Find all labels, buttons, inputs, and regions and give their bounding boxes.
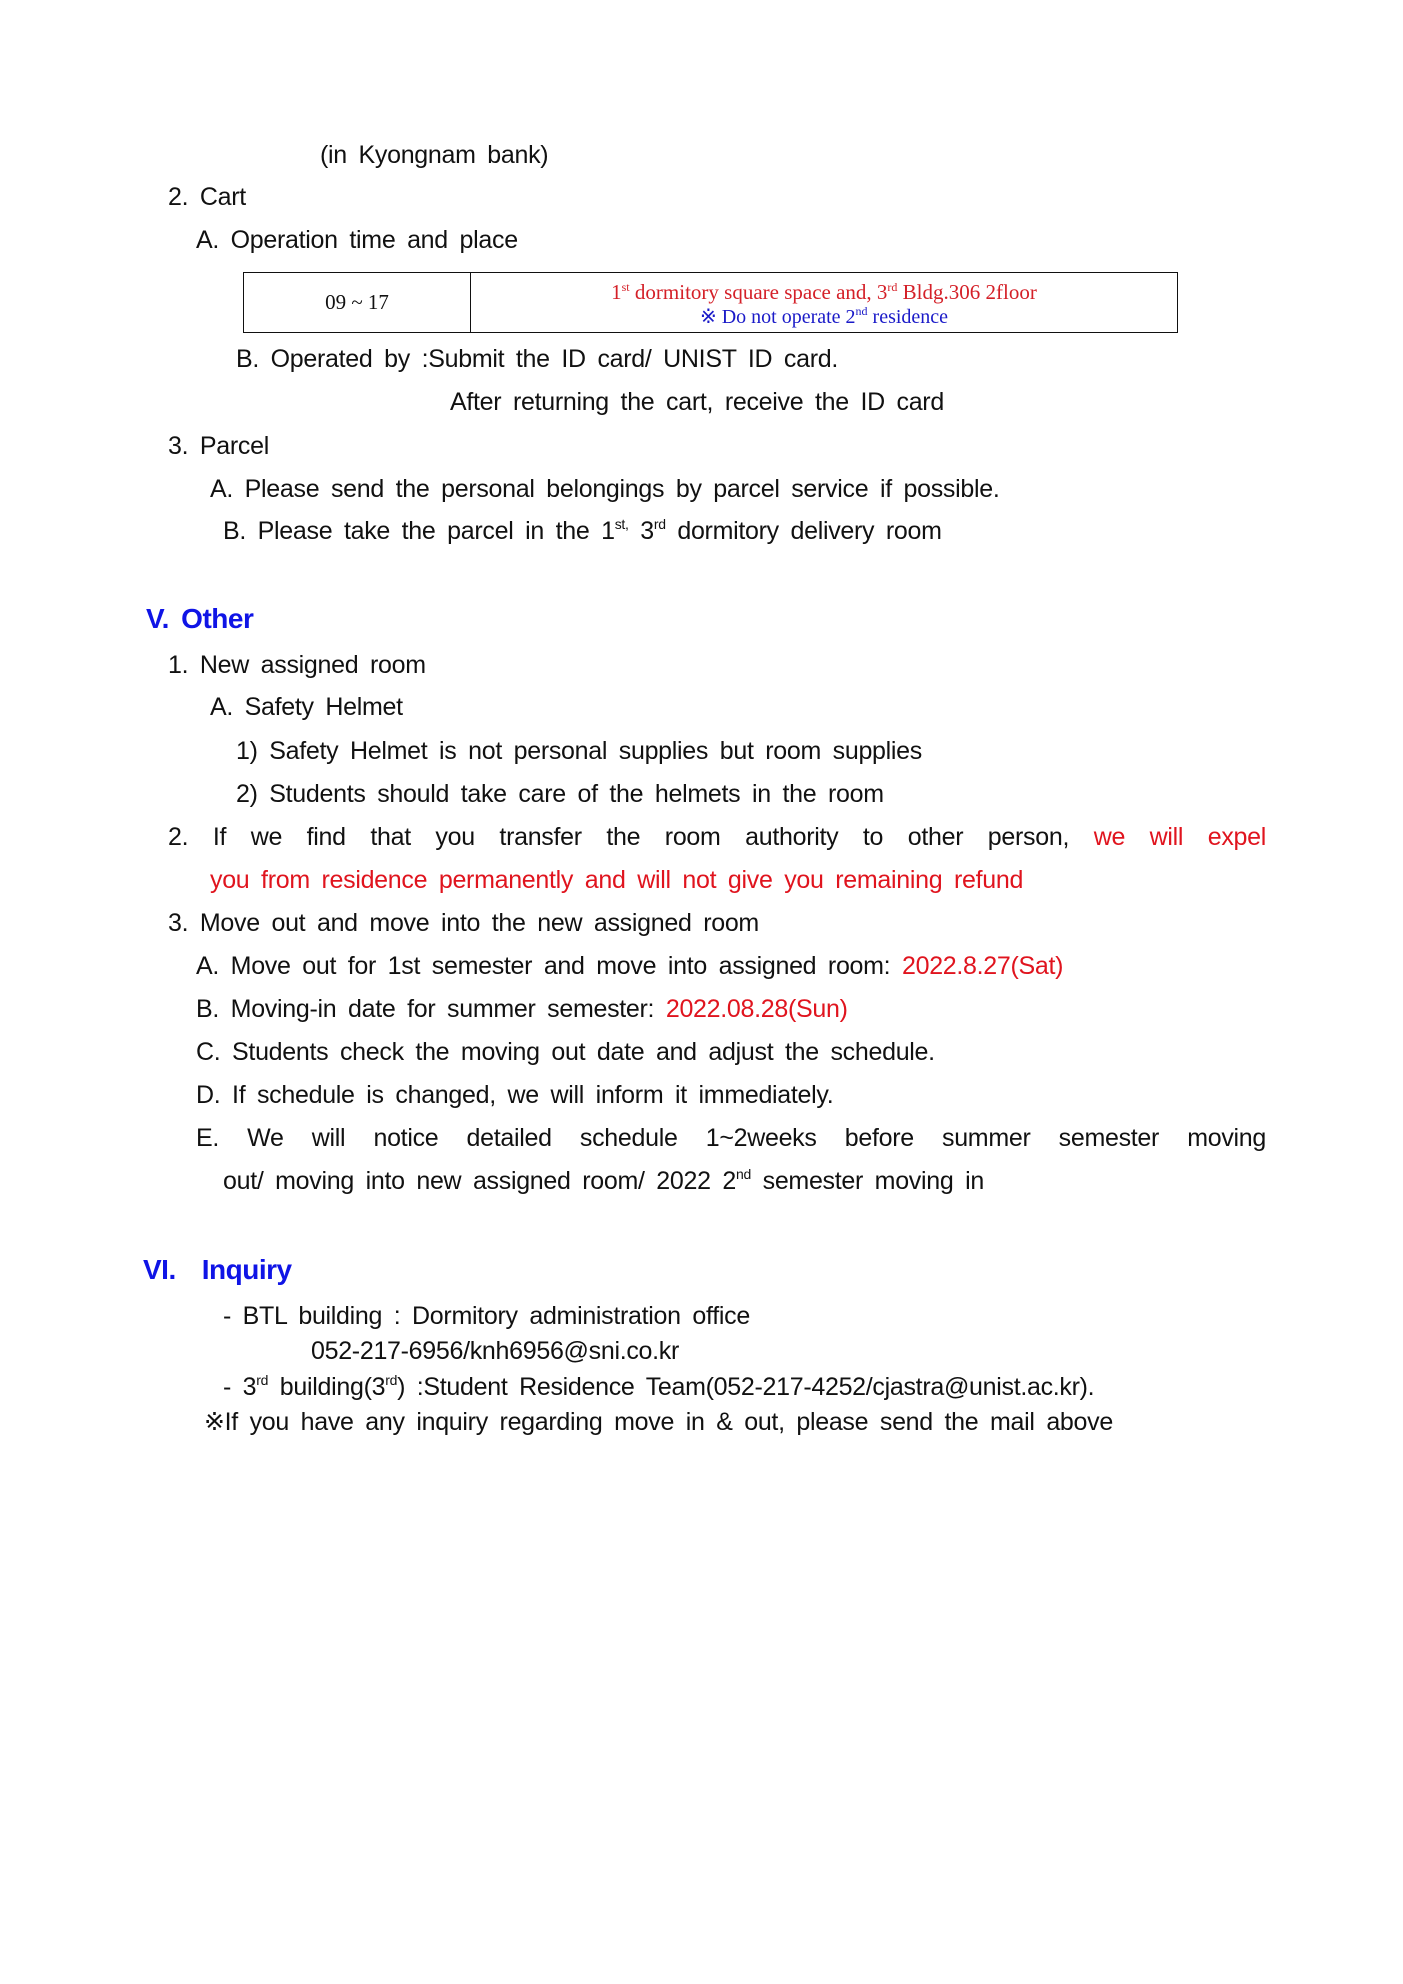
third-sup2: rd xyxy=(385,1372,398,1388)
other-item-3a xyxy=(196,951,1063,981)
place-mid: dormitory square space and, 3 xyxy=(629,279,888,304)
other-item-3d: D. If schedule is changed, we will inform it immediately. xyxy=(196,1081,834,1109)
move-out-date: 2022.8.27(Sat) xyxy=(901,952,1064,980)
inquiry-btl-contact: 052-217-6956/knh6956@sni.co.kr xyxy=(311,1337,680,1365)
item2-warning: we will expel xyxy=(1093,823,1266,851)
note-end: residence xyxy=(867,305,949,328)
parcel-b-pre: B. Please take the parcel in the 1 xyxy=(223,517,615,545)
operation-time: 09 ~ 17 xyxy=(244,273,471,333)
item3e-cont-end: semester moving in xyxy=(750,1167,984,1195)
note-sup: nd xyxy=(855,303,868,318)
place-note xyxy=(471,303,1177,328)
parcel-b-sup2: rd xyxy=(653,516,666,532)
bank-note: (in Kyongnam bank) xyxy=(320,141,549,169)
parcel-heading: 3. Parcel xyxy=(168,432,269,460)
item3a-text: A. Move out for 1st semester and move into assigned room: xyxy=(196,952,902,980)
other-item-3b xyxy=(196,994,848,1024)
inquiry-btl: - BTL building : Dormitory administration office xyxy=(223,1302,750,1330)
inquiry-third-building xyxy=(223,1372,1094,1402)
third-mid: building(3 xyxy=(268,1373,386,1401)
item3b-text: B. Moving-in date for summer semester: xyxy=(196,995,666,1023)
table-row xyxy=(244,273,1178,333)
cart-operated-by: B. Operated by :Submit the ID card/ UNIST ID card. xyxy=(236,345,838,373)
inquiry-title: Inquiry xyxy=(201,1254,292,1285)
third-pre: - 3 xyxy=(223,1373,257,1401)
place-ord1: 1 xyxy=(611,279,622,304)
cart-heading: 2. Cart xyxy=(168,183,246,211)
place-sup1: st xyxy=(621,279,630,294)
other-item-1a1: 1) Safety Helmet is not personal supplies but room supplies xyxy=(236,737,922,765)
other-item-1: 1. New assigned room xyxy=(168,651,426,679)
inquiry-note: ※If you have any inquiry regarding move in & out, please send the mail above xyxy=(204,1408,1113,1436)
section-title-inquiry xyxy=(143,1255,292,1285)
other-item-2 xyxy=(168,822,1266,852)
cart-operation-heading: A. Operation time and place xyxy=(196,226,518,254)
other-item-3: 3. Move out and move into the new assigned room xyxy=(168,909,759,937)
cart-operation-table xyxy=(243,272,1178,333)
third-end: ) :Student Residence Team(052-217-4252/cjastra@unist.ac.kr). xyxy=(397,1373,1095,1401)
cart-operated-by-cont: After returning the cart, receive the ID card xyxy=(450,388,944,416)
parcel-b-mid: 3 xyxy=(628,517,654,545)
parcel-b-end: dormitory delivery room xyxy=(665,517,942,545)
note-prefix: ※ Do not operate 2 xyxy=(699,305,856,328)
parcel-item-a: A. Please send the personal belongings by parcel service if possible. xyxy=(210,475,1000,503)
third-sup1: rd xyxy=(256,1372,269,1388)
inquiry-number: VI. xyxy=(143,1254,176,1285)
section-title-other: V. Other xyxy=(146,603,254,634)
place-sup2: rd xyxy=(887,279,898,294)
item2-text: 2. If we find that you transfer the room authority to other person, xyxy=(168,823,1094,851)
item3e-cont-pre: out/ moving into new assigned room/ 2022 2 xyxy=(223,1167,736,1195)
parcel-item-b xyxy=(223,516,942,546)
parcel-b-sup1: st, xyxy=(614,516,629,532)
other-item-3e-cont xyxy=(223,1166,984,1196)
other-item-1a2: 2) Students should take care of the helmets in the room xyxy=(236,780,884,808)
place-end: Bldg.306 2floor xyxy=(897,279,1037,304)
other-item-3c: C. Students check the moving out date and adjust the schedule. xyxy=(196,1038,935,1066)
other-item-3e: E. We will notice detailed schedule 1~2weeks before summer semester moving xyxy=(196,1124,1266,1152)
other-item-1a: A. Safety Helmet xyxy=(210,693,403,721)
operation-place xyxy=(471,273,1178,333)
moving-in-date: 2022.08.28(Sun) xyxy=(665,995,848,1023)
item3e-sup: nd xyxy=(735,1166,751,1182)
place-text xyxy=(471,278,1177,306)
other-item-2-warning-cont: you from residence permanently and will not give you remaining refund xyxy=(210,866,1024,894)
